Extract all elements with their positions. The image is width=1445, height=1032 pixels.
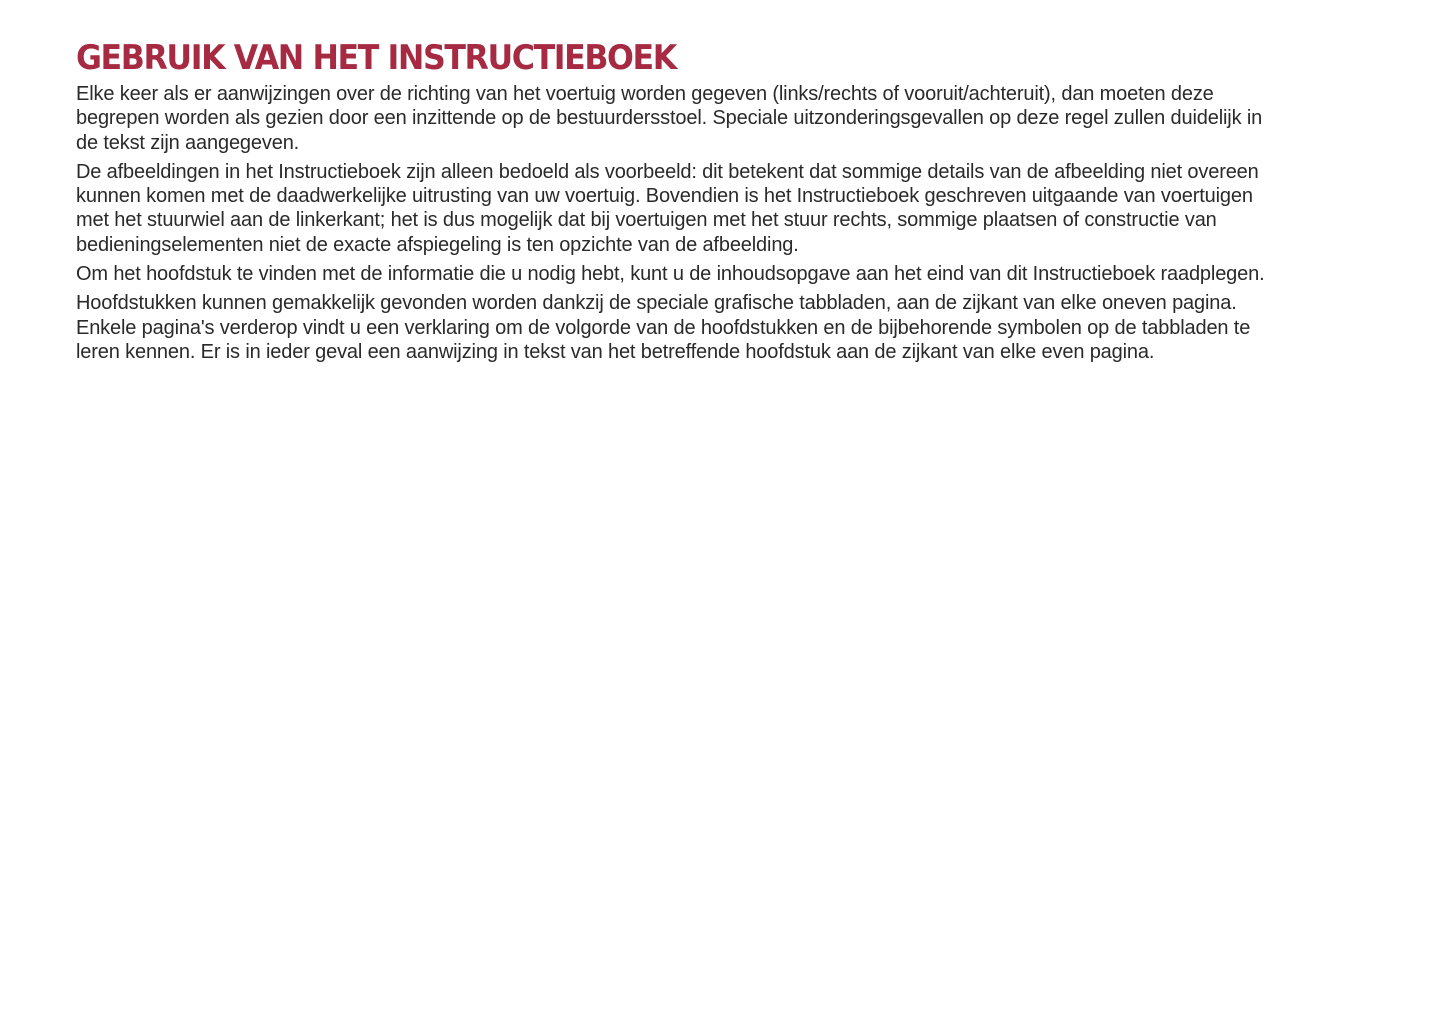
paragraph-table-of-contents: Om het hoofdstuk te vinden met de informatie die u nodig hebt, kunt u de inhoudsopgave aan het eind van dit Instructieboek raadplegen. <box>76 263 1265 286</box>
body-text <box>76 82 1266 364</box>
page-title: GEBRUIK VAN HET INSTRUCTIEBOEK <box>76 38 676 78</box>
paragraph-tabs: Hoofdstukken kunnen gemakkelijk gevonden worden dankzij de speciale grafische tabbladen, aan de zijkant van elke oneven pagina. Enkele pagina's verderop vindt u een verklaring om de volgorde van de hoofdstukken en de bijbehorende symbolen op de tabbladen te leren kennen. Er is in ieder geval een aanwijzing in tekst van het betreffende hoofdstuk aan de zijkant van elke even pagina. <box>76 292 1251 363</box>
paragraph-illustrations: De afbeeldingen in het Instructieboek zijn alleen bedoeld als voorbeeld: dit betekent dat sommige details van de afbeelding niet overeen kunnen komen met de daadwerkelijke uitrusting van uw voertuig. Bovendien is het Instructieboek geschreven uitgaande van voertuigen met het stuurwiel aan de linkerkant; het is dus mogelijk dat bij voertuigen met het stuur rechts, sommige plaatsen of constructie van bedieningselementen niet de exacte afspiegeling is ten opzichte van de afbeelding. <box>76 160 1259 256</box>
paragraph-direction: Elke keer als er aanwijzingen over de richting van het voertuig worden gegeven (links/rechts of vooruit/achteruit), dan moeten deze begrepen worden als gezien door een inzittende op de bestuurdersstoel. Speciale uitzonderingsgevallen op deze regel zullen duidelijk in de tekst zijn aangegeven. <box>76 83 1263 154</box>
document-page <box>76 36 1266 369</box>
